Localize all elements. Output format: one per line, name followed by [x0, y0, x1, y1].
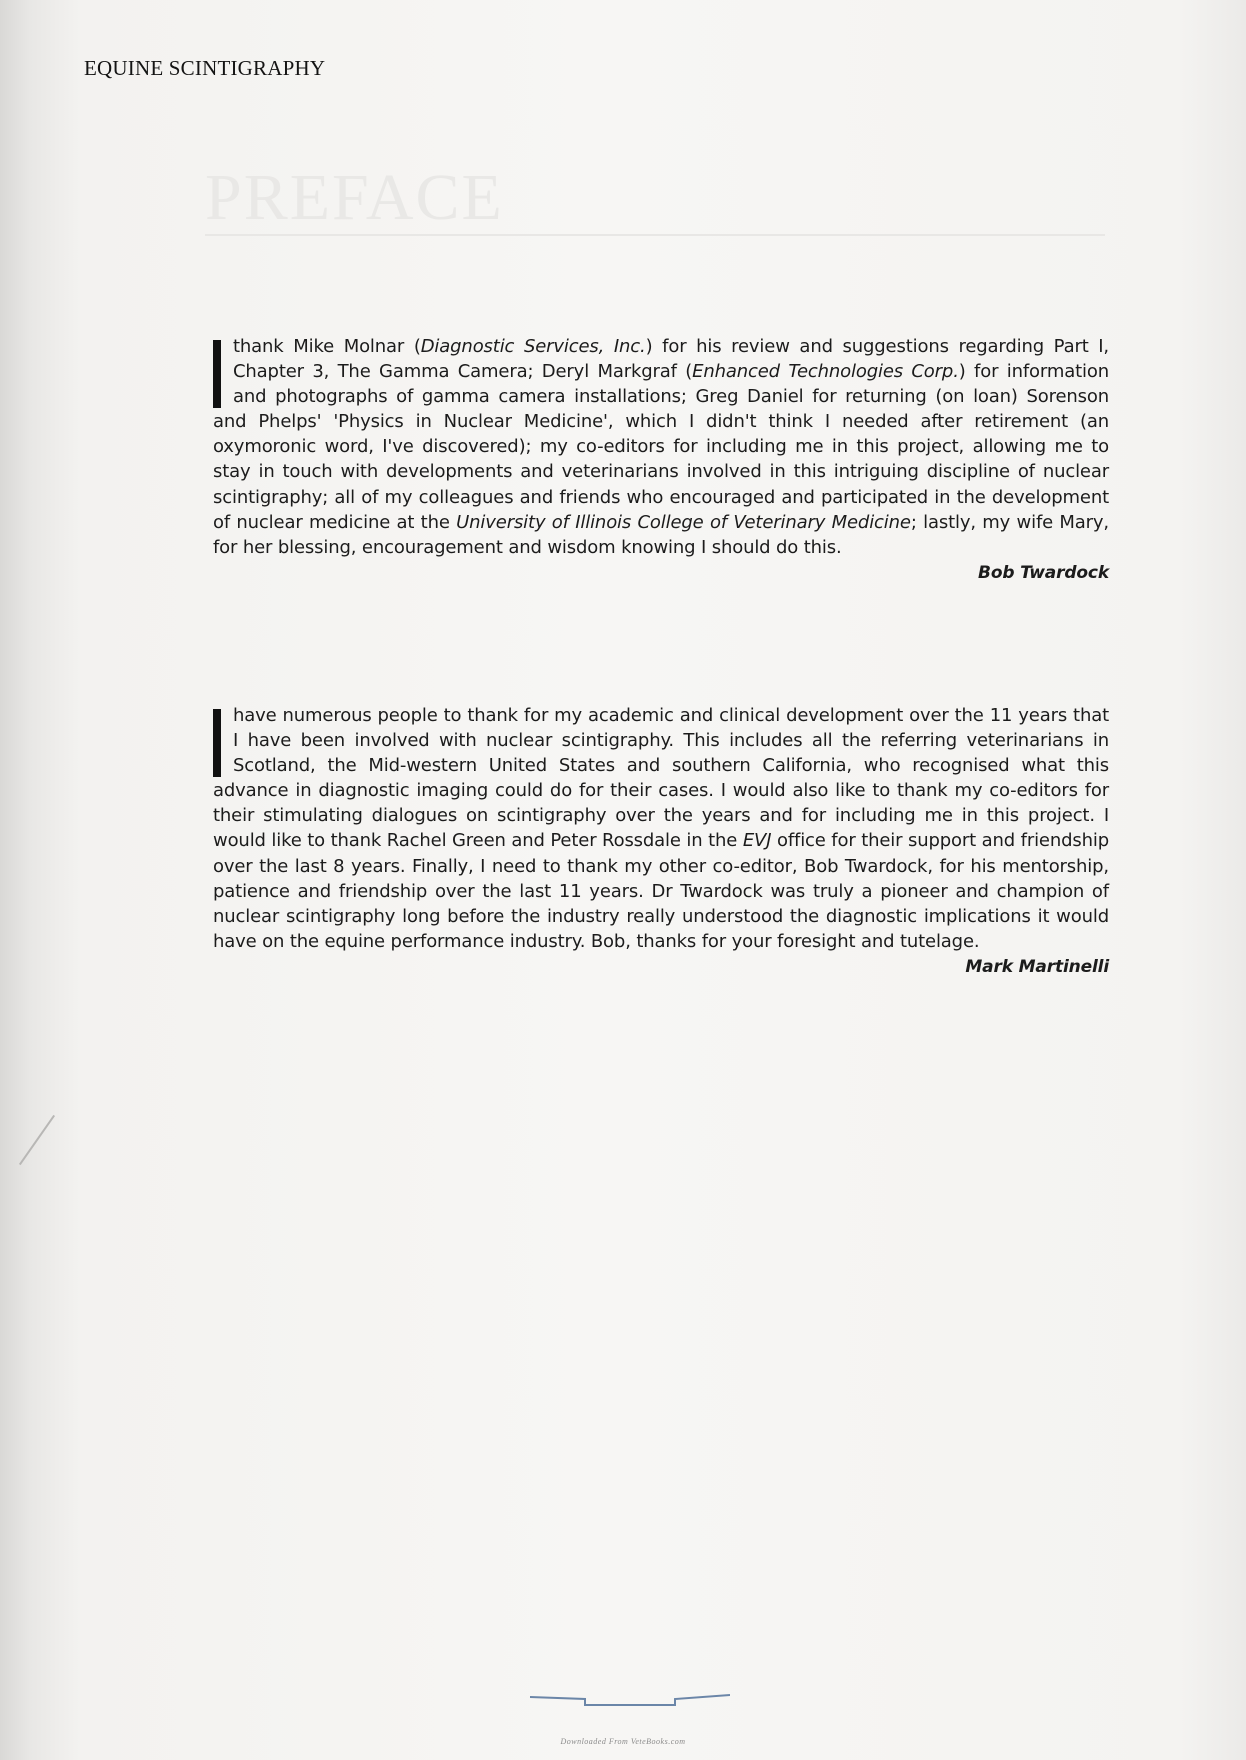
drop-cap — [213, 709, 221, 777]
drop-cap — [213, 340, 221, 408]
running-head: EQUINE SCINTIGRAPHY — [84, 56, 326, 80]
acknowledgement-body: have numerous people to thank for my academic and clinical development over the 11 years that I have been involved with nuclear scintigraphy. This includes all the referring veterinarians in Scotland, the Mid-western United States and southern California, who recognised what this advance in diagnostic imaging could do for their cases. I would also like to thank my co-editors for their stimulating dialogues on scintigraphy over the years and for including me in this project. I would like to thank Rachel Green and Peter Rossdale in the EVJ office for their support and friendship over the last 8 years. Finally, I need to thank my other co-editor, Bob Twardock, for his mentorship, patience and friendship over the last 11 years. Dr Twardock was truly a pioneer and champion of nuclear scintigraphy long before the industry really understood the diagnostic implications it would have on the equine performance industry. Bob, thanks for your foresight and tutelage. — [213, 705, 1109, 952]
signature: Mark Martinelli — [965, 956, 1109, 977]
signature: Bob Twardock — [978, 562, 1109, 583]
show-through-rule — [205, 234, 1105, 236]
show-through-title: PREFACE — [205, 161, 504, 234]
acknowledgement-martinelli — [213, 703, 1109, 980]
page-ornament — [530, 1689, 730, 1709]
acknowledgement-twardock — [213, 334, 1109, 586]
acknowledgement-body: thank Mike Molnar (Diagnostic Services, Inc.) for his review and suggestions regarding Part I, Chapter 3, The Gamma Camera; Deryl Markgraf (Enhanced Technologies Corp.) for information and photographs of gamma camera installations; Greg Daniel for returning (on loan) Sorenson and Phelps' 'Physics in Nuclear Medicine', which I didn't think I needed after retirement (an oxymoronic word, I've discovered); my co-editors for including me in this project, allowing me to stay in touch with developments and veterinarians involved in this intriguing discipline of nuclear scintigraphy; all of my colleagues and friends who encouraged and participated in the development of nuclear medicine at the University of Illinois College of Veterinary Medicine; lastly, my wife Mary, for her blessing, encouragement and wisdom knowing I should do this. — [213, 336, 1110, 558]
footer-credit: Downloaded From VeteBooks.com — [560, 1737, 686, 1746]
scan-edge-mark — [19, 1115, 55, 1165]
